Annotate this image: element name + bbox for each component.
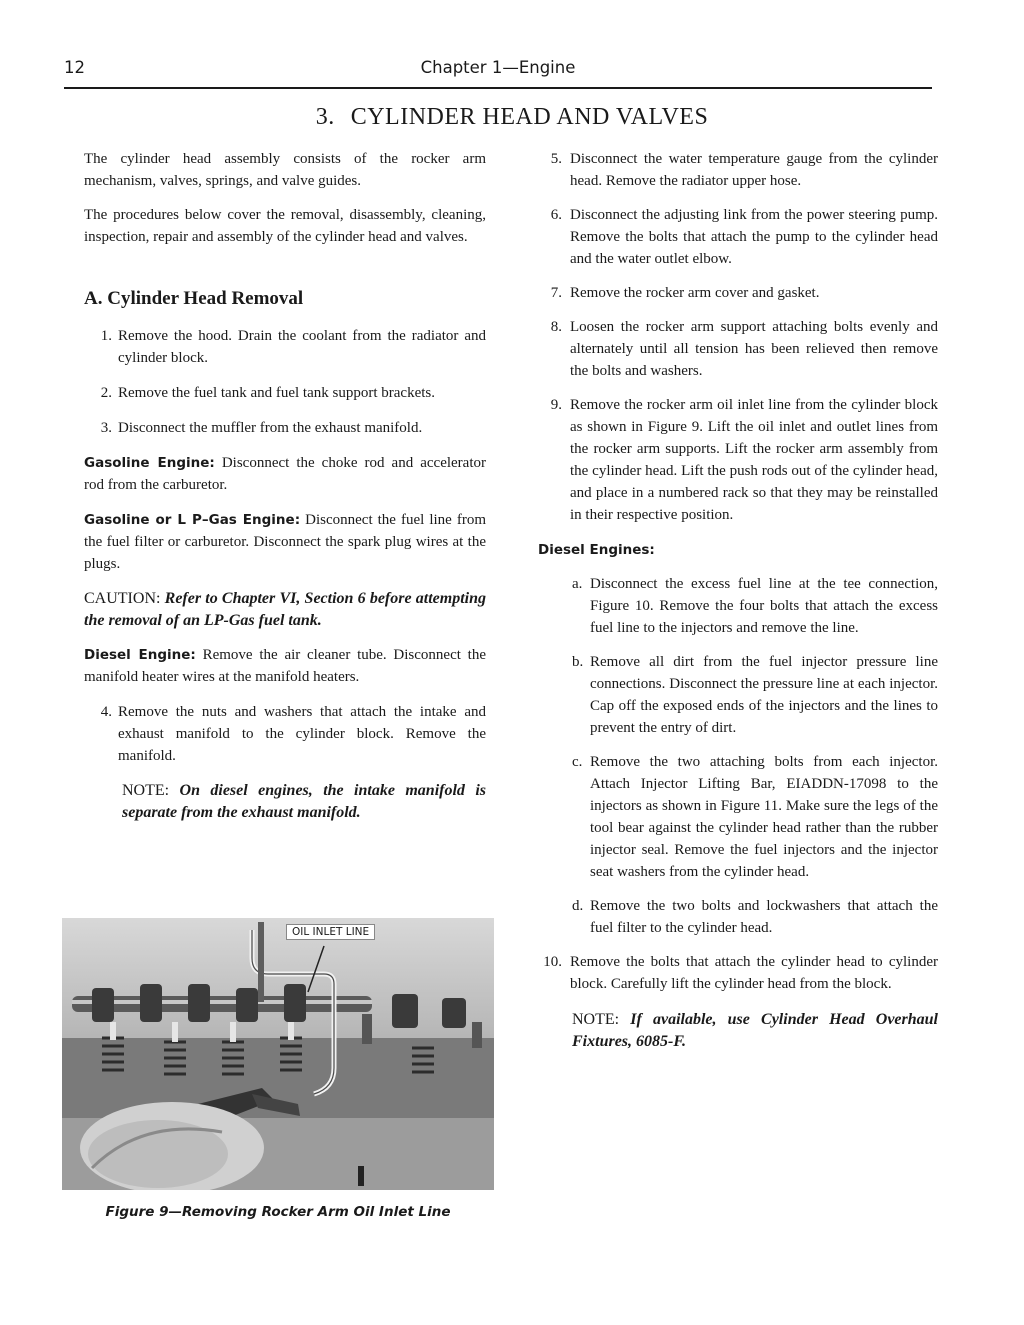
step-number: 1. xyxy=(100,328,112,344)
diesel-label: Diesel Engine: xyxy=(84,647,196,663)
step-6 xyxy=(538,204,938,270)
diesel-step-a xyxy=(538,573,938,639)
substep-text: Remove the two bolts and lockwashers that attach the fuel filter to the cylinder head. xyxy=(590,898,938,936)
step-number: 4. xyxy=(100,704,112,720)
substep-letter: c. xyxy=(572,754,583,770)
step-text: Remove the hood. Drain the coolant from the radiator and cylinder block. xyxy=(118,328,486,366)
step-2 xyxy=(84,382,486,404)
substep-text: Remove the two attaching bolts from each injector. Attach Injector Lifting Bar, EIADDN-17098 to the injectors as shown in Figure 11. Make sure the legs of the tool bear against the cylinder head rather than the rubber injector seal. Remove the fuel injectors and the injector seat washers from the cylinder head. xyxy=(590,754,938,880)
step-4 xyxy=(84,701,486,767)
section-title-text: CYLINDER HEAD AND VALVES xyxy=(350,104,709,130)
right-column xyxy=(538,148,938,1053)
diesel-step-d xyxy=(538,895,938,939)
step-text: Remove the fuel tank and fuel tank support brackets. xyxy=(118,385,435,401)
step-text: Remove the nuts and washers that attach the intake and exhaust manifold to the cylinder block. Remove the manifold. xyxy=(118,704,486,764)
step-number: 3. xyxy=(100,420,112,436)
running-head: Chapter 1—Engine xyxy=(420,58,576,77)
step-text: Disconnect the adjusting link from the power steering pump. Remove the bolts that attach the pump to the cylinder head and the water outlet elbow. xyxy=(570,207,938,267)
gasoline-lp-text: Disconnect the fuel line from the fuel filter or carburetor. Disconnect the spark plug wires at the plugs. xyxy=(84,512,486,572)
left-column xyxy=(84,148,486,824)
step-text: Disconnect the muffler from the exhaust manifold. xyxy=(118,420,423,436)
step-3 xyxy=(84,417,486,439)
subsection-heading xyxy=(84,288,486,310)
oil-inlet-line-callout: OIL INLET LINE xyxy=(286,924,375,940)
step-number: 6. xyxy=(550,207,562,223)
note-overhaul-fixtures xyxy=(538,1009,938,1053)
step-5 xyxy=(538,148,938,192)
step-number: 5. xyxy=(550,151,562,167)
step-8 xyxy=(538,316,938,382)
step-number: 2. xyxy=(100,385,112,401)
substep-letter: d. xyxy=(572,898,584,914)
gasoline-lp-note xyxy=(84,509,486,575)
subsection-title: Cylinder Head Removal xyxy=(107,288,304,309)
gasoline-lp-label: Gasoline or L P–Gas Engine: xyxy=(84,512,301,528)
page-header xyxy=(64,58,932,82)
step-number: 9. xyxy=(550,397,562,413)
step-1 xyxy=(84,325,486,369)
step-text: Disconnect the water temperature gauge from the cylinder head. Remove the radiator upper hose. xyxy=(570,151,938,189)
note-diesel-manifold xyxy=(84,780,486,824)
figure-9-caption: Figure 9—Removing Rocker Arm Oil Inlet Line xyxy=(105,1204,451,1220)
diesel-engines-heading: Diesel Engines: xyxy=(538,542,655,558)
note-text: On diesel engines, the intake manifold is separate from the exhaust manifold. xyxy=(122,782,486,821)
step-7 xyxy=(538,282,938,304)
step-text: Loosen the rocker arm support attaching bolts evenly and alternately until all tension has been relieved then remove the bolts and washers. xyxy=(570,319,938,379)
substep-letter: b. xyxy=(572,654,584,670)
step-text: Remove the rocker arm oil inlet line from the cylinder block as shown in Figure 9. Lift the oil inlet and outlet lines from the rocker arm supports. Lift the rocker arm assembly from the cylinder head. Lift the push rods out of the cylinder head, and place in a numbered rack so that they may be reinstalled in their respective position. xyxy=(570,397,938,523)
diesel-text: Remove the air cleaner tube. Disconnect the manifold heater wires at the manifold heaters. xyxy=(84,647,486,685)
gasoline-engine-note xyxy=(84,452,486,496)
caution-note xyxy=(84,588,486,632)
step-10 xyxy=(538,951,938,995)
page-number: 12 xyxy=(64,58,85,77)
diesel-engine-note xyxy=(84,644,486,688)
step-number: 10. xyxy=(543,954,562,970)
diesel-step-b xyxy=(538,651,938,739)
step-number: 8. xyxy=(550,319,562,335)
note-label: NOTE: xyxy=(572,1011,631,1028)
gasoline-label: Gasoline Engine: xyxy=(84,455,215,471)
section-number: 3. xyxy=(315,104,335,130)
header-rule xyxy=(64,87,932,89)
caution-label: CAUTION: xyxy=(84,590,165,607)
engine-photo-illustration xyxy=(62,918,494,1190)
section-title xyxy=(0,104,1024,131)
subsection-letter: A. xyxy=(84,288,103,309)
intro-paragraph-2: The procedures below cover the removal, disassembly, cleaning, inspection, repair and assembly of the cylinder head and valves. xyxy=(84,207,486,245)
substep-text: Remove all dirt from the fuel injector pressure line connections. Disconnect the pressure line at each injector. Cap off the exposed ends of the injectors and the lines to prevent the entry of dirt. xyxy=(590,654,938,736)
substep-text: Disconnect the excess fuel line at the tee connection, Figure 10. Remove the four bolts that attach the excess fuel line to the injectors and remove the line. xyxy=(590,576,938,636)
gasoline-text: Disconnect the choke rod and accelerator rod from the carburetor. xyxy=(84,455,487,493)
diesel-step-c xyxy=(538,751,938,883)
step-number: 7. xyxy=(550,285,562,301)
step-9 xyxy=(538,394,938,526)
note-label: NOTE: xyxy=(122,782,180,799)
note-text: If available, use Cylinder Head Overhaul Fixtures, 6085-F. xyxy=(572,1011,939,1050)
figure-9-photo xyxy=(62,918,494,1190)
substep-letter: a. xyxy=(572,576,583,592)
step-text: Remove the bolts that attach the cylinder head to cylinder block. Carefully lift the cylinder head from the block. xyxy=(570,954,938,992)
step-text: Remove the rocker arm cover and gasket. xyxy=(570,285,820,301)
intro-paragraph-1: The cylinder head assembly consists of the rocker arm mechanism, valves, springs, and valve guides. xyxy=(84,151,486,189)
caution-text: Refer to Chapter VI, Section 6 before attempting the removal of an LP-Gas fuel tank. xyxy=(84,590,486,629)
